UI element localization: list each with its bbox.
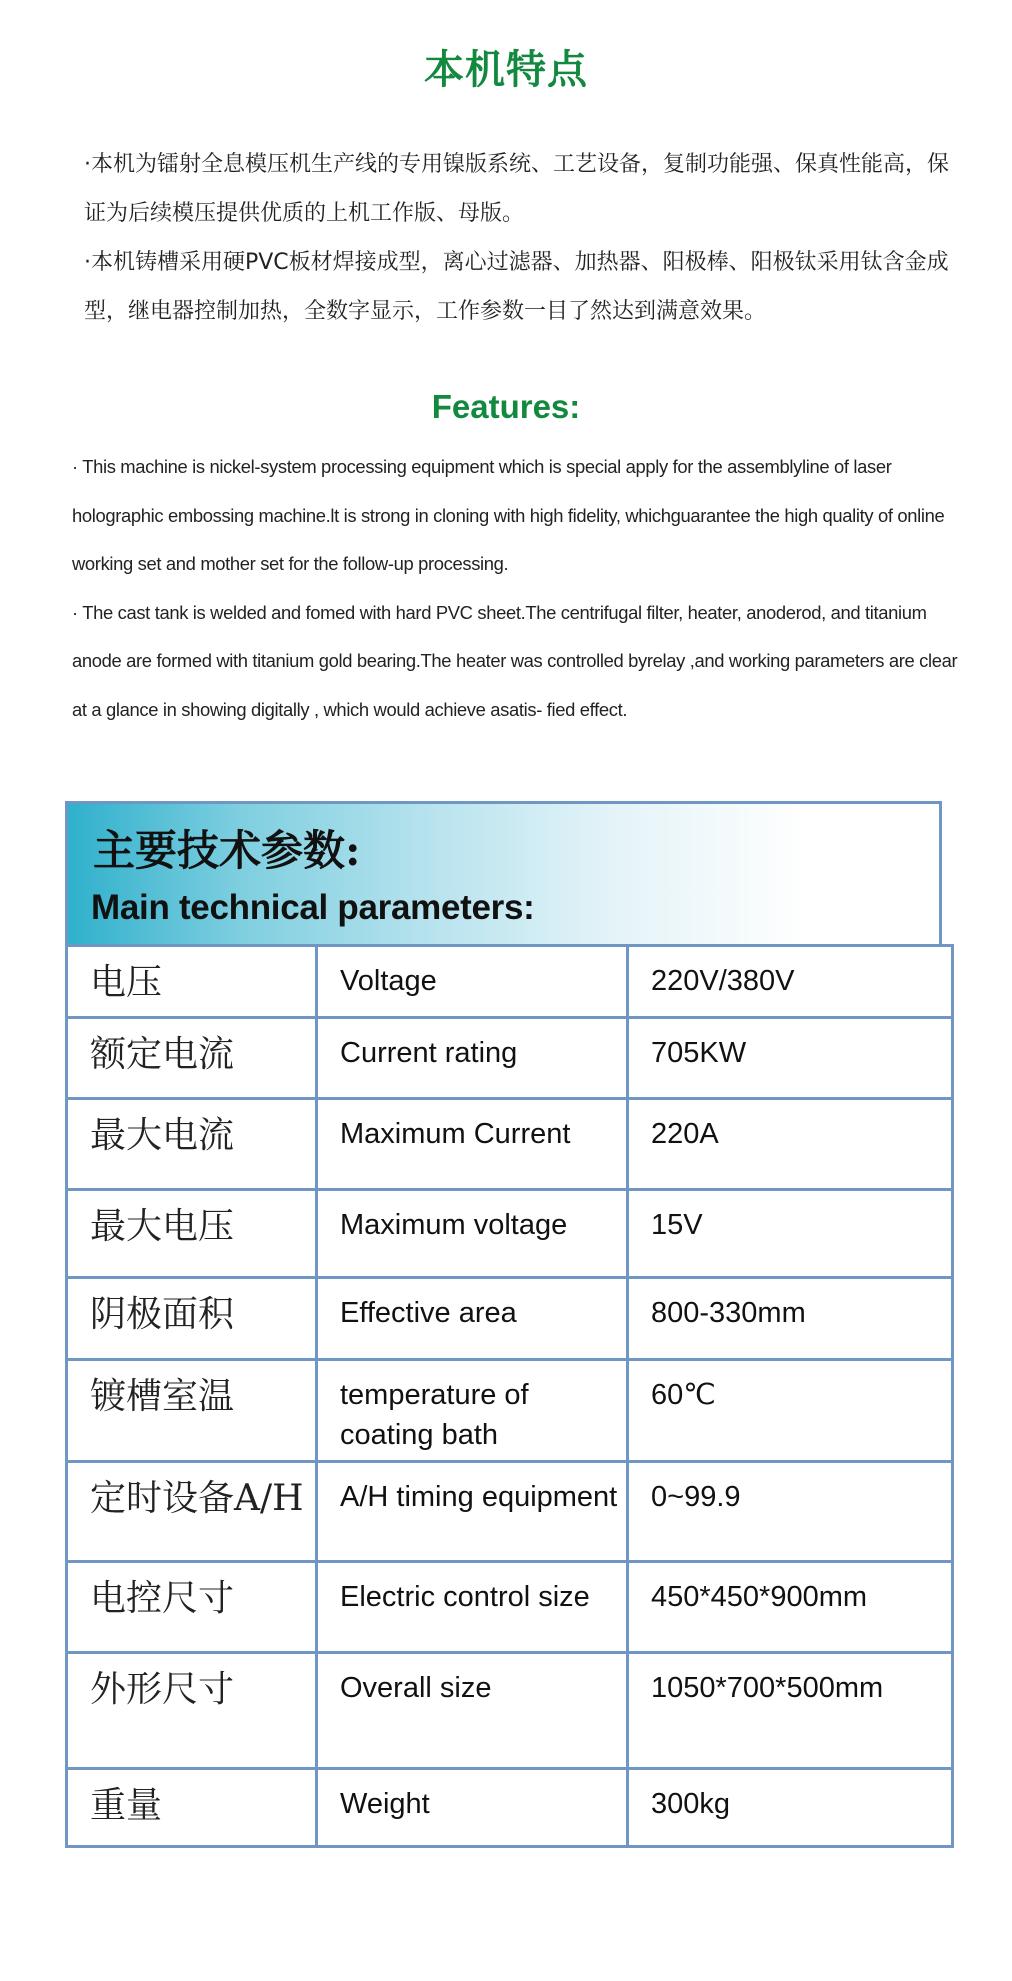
param-name-cn: 额定电流 [90, 1034, 235, 1075]
param-name-en: Current rating [340, 1037, 518, 1069]
param-value: 220V/380V [651, 965, 795, 997]
features-en-title: Features: [431, 388, 581, 425]
spec-table [65, 944, 954, 1848]
param-name-en: Maximum voltage [340, 1209, 568, 1241]
param-name-cn-cell [67, 1769, 317, 1847]
features-en-body [72, 443, 972, 735]
spec-title-en: Main technical parameters: [91, 888, 535, 927]
param-name-cn: 外形尺寸 [90, 1669, 235, 1710]
param-value: 800-330mm [651, 1297, 806, 1329]
param-value: 0~99.9 [651, 1481, 741, 1513]
param-name-cn-cell [67, 1278, 317, 1360]
param-value-cell [628, 1653, 953, 1769]
param-name-cn: 阴极面积 [90, 1294, 235, 1335]
param-value-cell [628, 1099, 953, 1190]
param-value-cell [628, 1360, 953, 1462]
features-cn-paragraph-1: ·本机为镭射全息模压机生产线的专用镍版系统、工艺设备，复制功能强、保真性能高，保证为后续模压提供优质的上机工作版、母版。 [84, 152, 949, 226]
param-name-cn: 定时设备A/H [90, 1478, 304, 1519]
param-name-cn-cell [67, 1562, 317, 1653]
param-name-en-cell [317, 1190, 628, 1278]
param-value-cell [628, 1462, 953, 1562]
param-name-cn: 重量 [90, 1785, 163, 1826]
table-row [67, 1769, 953, 1847]
param-value: 1050*700*500mm [651, 1672, 884, 1704]
param-name-en-cell [317, 1018, 628, 1099]
param-name-cn: 最大电流 [90, 1115, 235, 1156]
param-name-en: temperature of coating bath [340, 1379, 529, 1451]
param-name-cn: 电压 [90, 962, 163, 1003]
param-value-cell [628, 1190, 953, 1278]
param-name-en: A/H timing equipment [340, 1481, 618, 1513]
features-en-paragraph-2: · The cast tank is welded and fomed with hard PVC sheet.The centrifugal filter, heater, anoderod, and titanium anode are formed with titanium gold bearing.The heater was controlled byrelay ,and working parameters are clear at a glance in showing digitally , which would achieve asatis- fied effect. [72, 601, 958, 720]
param-name-en-cell [317, 946, 628, 1018]
param-value: 450*450*900mm [651, 1581, 868, 1613]
param-value: 15V [651, 1209, 703, 1241]
table-row [67, 1018, 953, 1099]
features-cn-body [84, 140, 954, 336]
param-value-cell [628, 1018, 953, 1099]
param-name-en-cell [317, 1278, 628, 1360]
features-cn-title: 本机特点 [424, 47, 588, 93]
param-name-en-cell [317, 1769, 628, 1847]
param-name-en: Weight [340, 1788, 430, 1820]
spec-table-section [65, 801, 942, 1848]
param-value-cell [628, 1278, 953, 1360]
param-name-cn-cell [67, 946, 317, 1018]
table-row [67, 1099, 953, 1190]
param-name-cn: 镀槽室温 [90, 1376, 235, 1417]
param-name-cn-cell [67, 1018, 317, 1099]
param-name-en-cell [317, 1562, 628, 1653]
features-en-paragraph-1: · This machine is nickel-system processing equipment which is special apply for the assemblyline of laser holographic embossing machine.lt is strong in cloning with high fidelity, whichguarantee the high quality of online working set and mother set for the follow-up processing. [72, 456, 945, 575]
param-value: 60℃ [651, 1379, 716, 1411]
param-name-cn: 电控尺寸 [90, 1578, 235, 1619]
param-name-cn-cell [67, 1099, 317, 1190]
param-name-cn-cell [67, 1190, 317, 1278]
param-name-en: Overall size [340, 1672, 492, 1704]
param-name-en-cell [317, 1462, 628, 1562]
param-name-cn-cell [67, 1360, 317, 1462]
table-row [67, 1278, 953, 1360]
param-name-en-cell [317, 1099, 628, 1190]
table-row [67, 1462, 953, 1562]
table-row [67, 946, 953, 1018]
param-name-en: Maximum Current [340, 1118, 571, 1150]
spec-title-cn: 主要技术参数: [93, 826, 361, 875]
param-name-en: Effective area [340, 1297, 517, 1329]
features-cn-paragraph-2: ·本机铸槽采用硬PVC板材焊接成型，离心过滤器、加热器、阳极棒、阳极钛采用钛含金成型，继电器控制加热，全数字显示，工作参数一目了然达到满意效果。 [84, 250, 949, 324]
param-name-en: Voltage [340, 965, 437, 997]
table-row [67, 1653, 953, 1769]
table-row [67, 1190, 953, 1278]
param-name-cn-cell [67, 1653, 317, 1769]
param-value-cell [628, 1769, 953, 1847]
param-value-cell [628, 1562, 953, 1653]
param-name-en-cell [317, 1653, 628, 1769]
table-row [67, 1562, 953, 1653]
param-name-cn: 最大电压 [90, 1206, 235, 1247]
param-value: 300kg [651, 1788, 731, 1820]
table-row [67, 1360, 953, 1462]
param-value-cell [628, 946, 953, 1018]
param-value: 220A [651, 1118, 719, 1150]
param-name-en-cell [317, 1360, 628, 1462]
spec-table-header [65, 801, 942, 944]
param-name-en: Electric control size [340, 1581, 590, 1613]
param-value: 705KW [651, 1037, 747, 1069]
param-name-cn-cell [67, 1462, 317, 1562]
